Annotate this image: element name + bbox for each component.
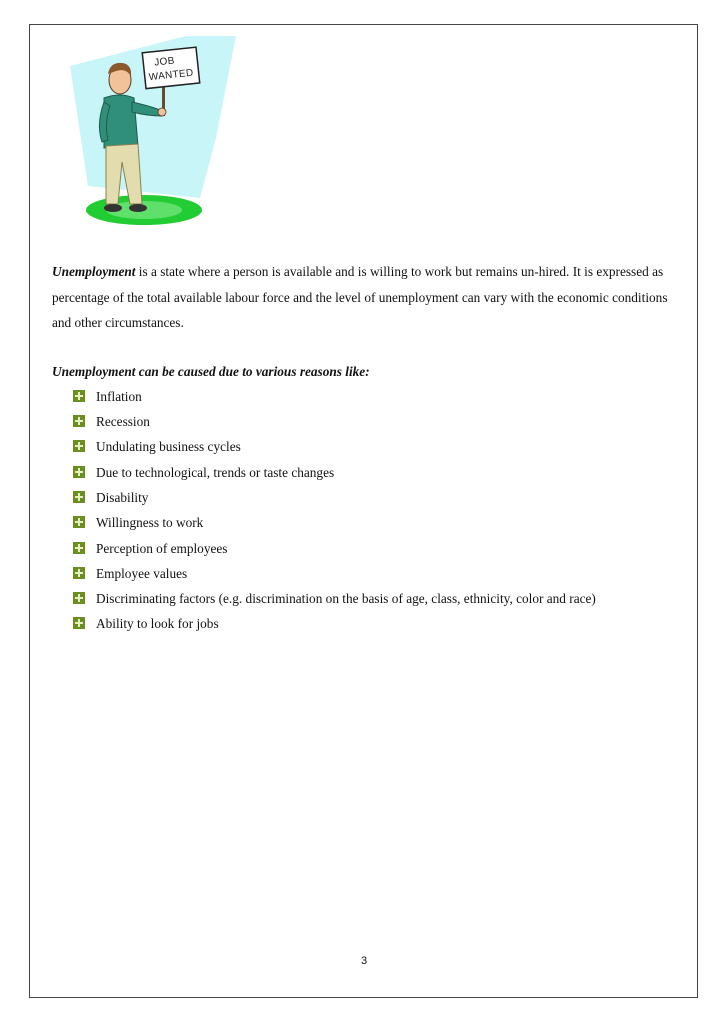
green-square-bullet-icon xyxy=(73,415,85,427)
list-item xyxy=(73,586,682,611)
green-square-bullet-icon xyxy=(73,617,85,629)
list-item-text: Discriminating factors (e.g. discrimination on the basis of age, class, ethnicity, color and race) xyxy=(96,591,596,607)
list-item-text: Inflation xyxy=(96,388,142,404)
list-item-text: Due to technological, trends or taste changes xyxy=(96,464,335,480)
list-item xyxy=(73,460,682,485)
causes-heading: Unemployment can be caused due to various reasons like: xyxy=(52,363,370,379)
list-item xyxy=(73,510,682,535)
list-item-text: Perception of employees xyxy=(96,540,228,556)
list-item-text: Recession xyxy=(96,414,150,430)
list-item xyxy=(73,409,682,434)
list-item xyxy=(73,611,682,636)
green-square-bullet-icon xyxy=(73,567,85,579)
green-square-bullet-icon xyxy=(73,390,85,402)
green-square-bullet-icon xyxy=(73,542,85,554)
list-item xyxy=(73,561,682,586)
sign-text-line2: WANTED xyxy=(148,67,194,84)
green-square-bullet-icon xyxy=(73,440,85,452)
list-item-text: Willingness to work xyxy=(96,515,204,531)
green-square-bullet-icon xyxy=(73,516,85,528)
intro-term: Unemployment xyxy=(52,264,136,279)
list-item xyxy=(73,536,682,561)
intro-text: is a state where a person is available and is willing to work but remains un-hired. It is expressed as percentage of the total available labour force and the level of unemployment can vary with the economic conditions and other circumstances. xyxy=(52,264,668,331)
list-item xyxy=(73,434,682,459)
job-wanted-man-icon xyxy=(58,28,254,228)
sign-text-line1: JOB xyxy=(153,55,176,69)
list-item-text: Undulating business cycles xyxy=(96,439,241,455)
list-item-text: Employee values xyxy=(96,565,188,581)
green-square-bullet-icon xyxy=(73,592,85,604)
green-square-bullet-icon xyxy=(73,491,85,503)
page-number: 3 xyxy=(360,955,368,967)
list-item-text: Disability xyxy=(96,489,149,505)
list-item xyxy=(73,384,682,409)
green-square-bullet-icon xyxy=(73,466,85,478)
causes-list xyxy=(52,384,682,637)
body-text xyxy=(52,259,682,637)
intro-paragraph xyxy=(52,259,682,336)
list-item-text: Ability to look for jobs xyxy=(96,616,219,632)
list-item xyxy=(73,485,682,510)
